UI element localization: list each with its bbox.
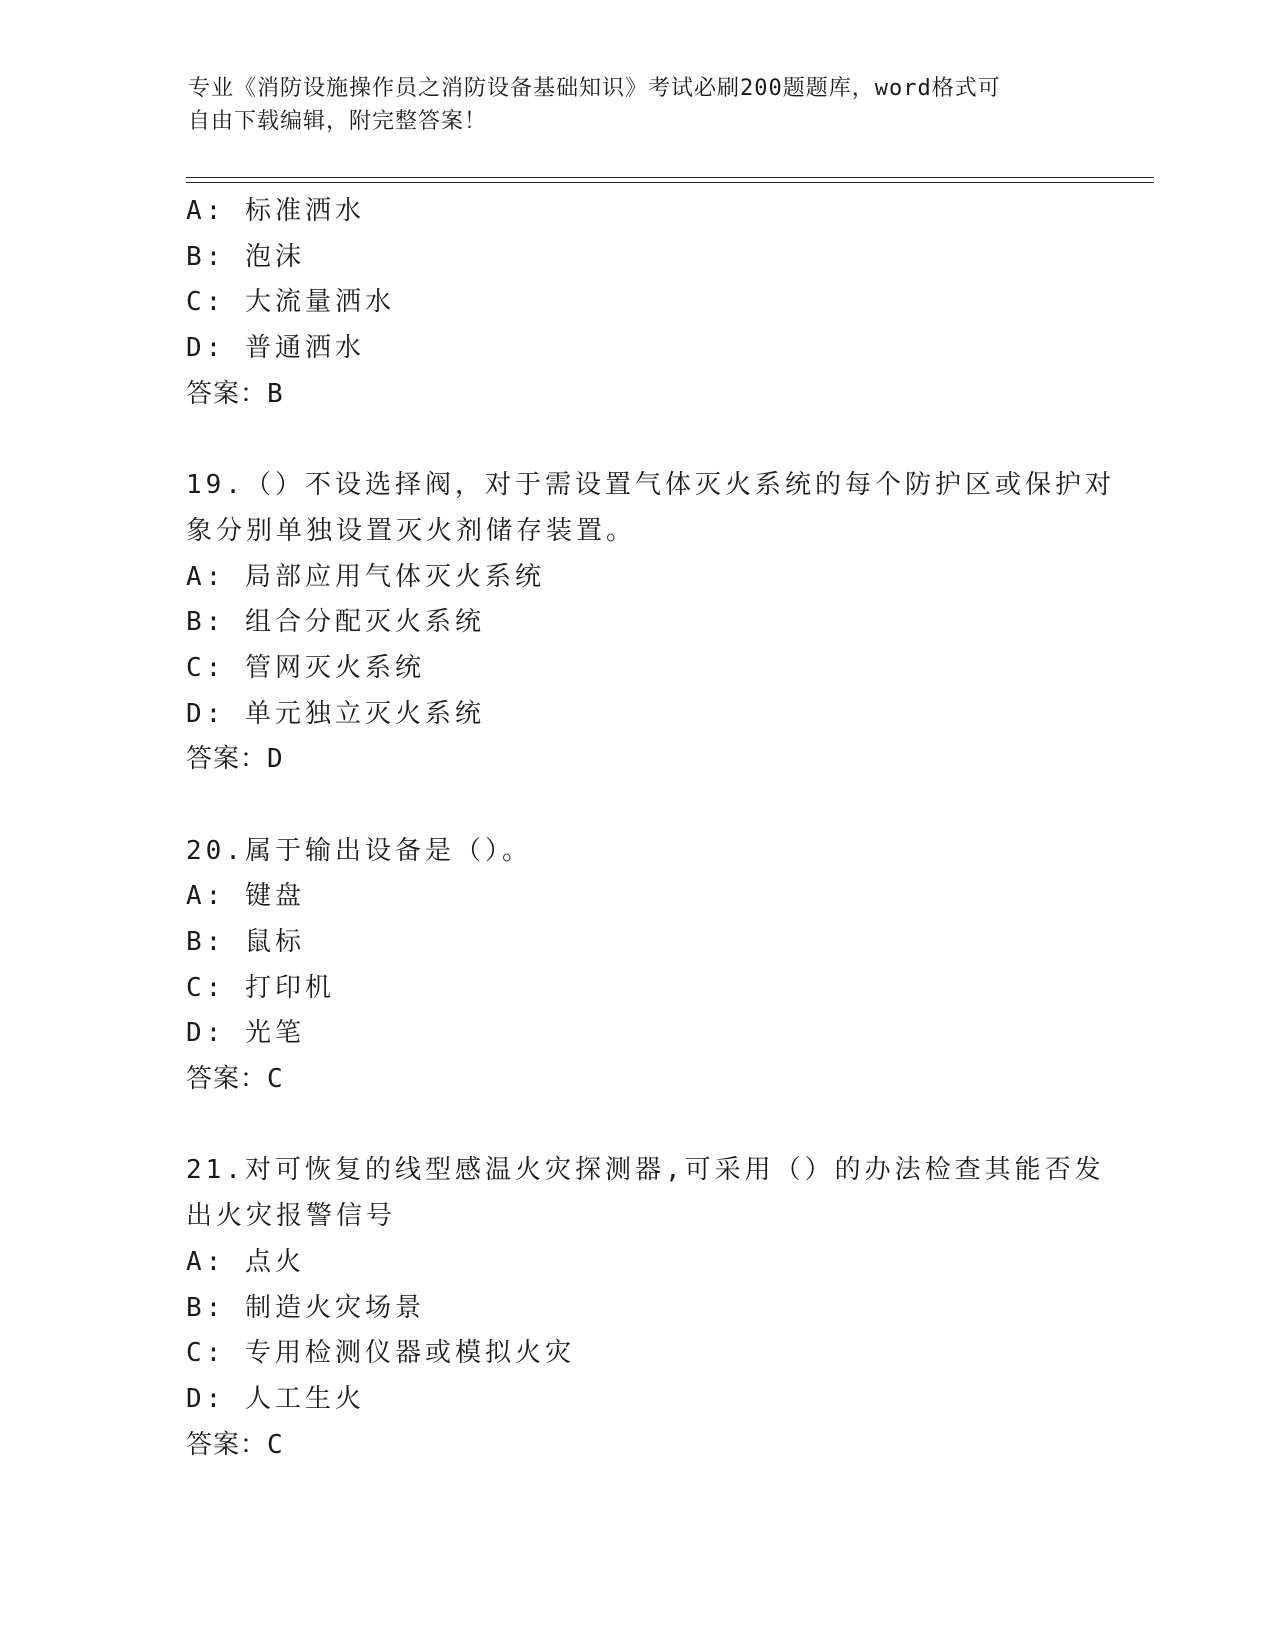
- option-b: B: 制造火灾场景: [186, 1292, 425, 1323]
- document-body: [186, 189, 1115, 1468]
- option-c: C: 大流量洒水: [186, 287, 395, 318]
- option-a: A: 标准洒水: [186, 196, 365, 226]
- option-a: A: 点火: [186, 1246, 305, 1277]
- question-stem-line-2: 象分别单独设置灭火剂储存装置。: [186, 515, 637, 546]
- spacer: [186, 1103, 1086, 1149]
- question-stem-line-1: 19.（）不设选择阀，对于需设置气体灭火系统的每个防护区或保护对: [186, 470, 1115, 501]
- answer: 答案：D: [186, 744, 284, 775]
- option-a: A: 局部应用气体灭火系统: [186, 561, 545, 592]
- option-c: C: 专用检测仪器或模拟火灾: [186, 1338, 575, 1369]
- option-d: D: 普通洒水: [186, 333, 365, 364]
- option-b: B: 组合分配灭火系统: [186, 607, 485, 638]
- question-stem-line-1: 21.对可恢复的线型感温火灾探测器,可采用（）的办法检查其能否发: [186, 1155, 1105, 1186]
- option-c: C: 打印机: [186, 972, 335, 1003]
- header-divider: [186, 177, 1154, 183]
- option-a: A: 键盘: [186, 881, 305, 912]
- document-header: [188, 72, 1088, 138]
- option-d: D: 光笔: [186, 1018, 305, 1049]
- spacer: [186, 417, 1086, 463]
- option-c: C: 管网灭火系统: [186, 652, 425, 683]
- question-stem-line-2: 出火灾报警信号: [186, 1201, 397, 1232]
- answer: 答案：B: [186, 378, 284, 409]
- question-stem-line-1: 20.属于输出设备是（）。: [186, 835, 532, 866]
- option-d: D: 人工生火: [186, 1383, 365, 1414]
- spacer: [186, 783, 1086, 829]
- option-b: B: 泡沫: [186, 241, 305, 272]
- answer: 答案：C: [186, 1064, 284, 1095]
- option-b: B: 鼠标: [186, 927, 305, 958]
- question-19: [186, 463, 1115, 783]
- answer: 答案：C: [186, 1429, 284, 1460]
- option-d: D: 单元独立灭火系统: [186, 698, 485, 729]
- header-line-2: 自由下载编辑，附完整答案！: [188, 109, 488, 134]
- question-21: [186, 1148, 1105, 1468]
- header-line-1: 专业《消防设施操作员之消防设备基础知识》考试必刷200题题库，word格式可: [188, 76, 1001, 101]
- question-18: [186, 189, 1086, 417]
- question-20: [186, 829, 1086, 1103]
